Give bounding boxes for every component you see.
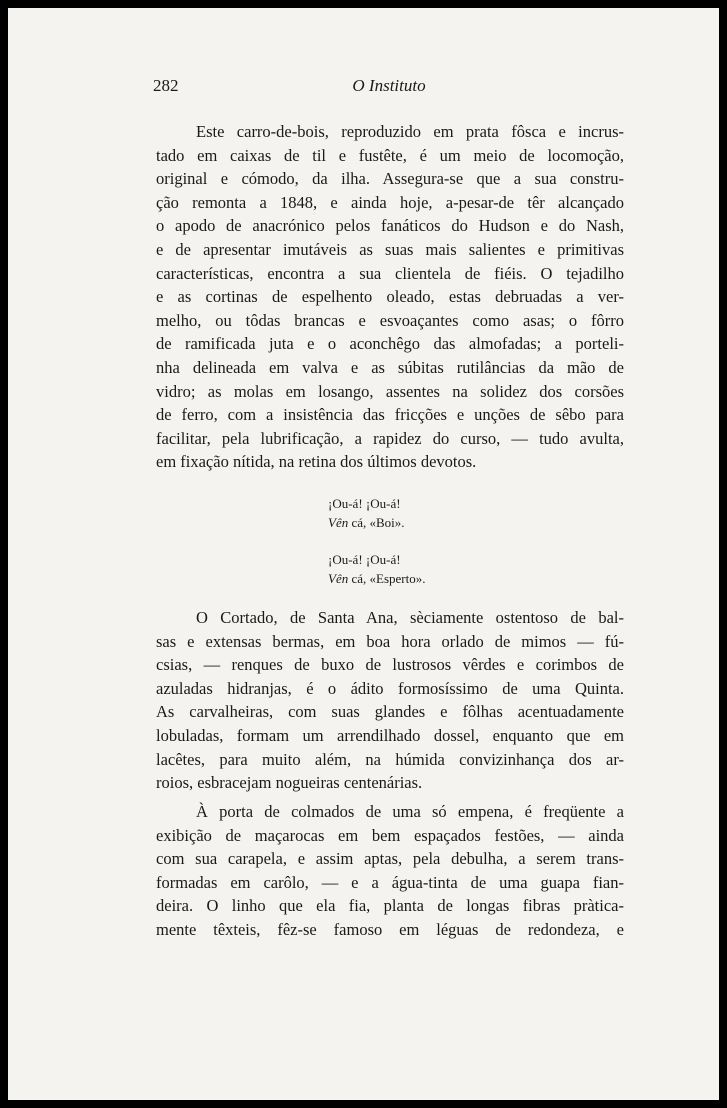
text-line: em fixação nítida, na retina dos últimos devotos. (156, 452, 477, 472)
text-line: com sua carapela, e assim aptas, pela debulha, a serem trans- (156, 849, 624, 869)
text-line: Este carro-de-bois, reproduzido em prata fôsca e incrus- (196, 122, 624, 141)
page-number: 282 (153, 76, 179, 95)
text-line: exibição de maçarocas em bem espaçados festões, — ainda (156, 825, 624, 845)
text-line: vidro; as molas em losango, assentes na solidez dos corsões (156, 381, 624, 401)
verse-line (328, 513, 405, 532)
text-line: deira. O linho que ela fia, planta de longas fibras pràtica- (156, 896, 624, 916)
text-line: ção remonta a 1848, e ainda hoje, a-pesar-de têr alcançado (156, 192, 624, 212)
verse-line-rest: cá, «Boi». (348, 515, 405, 530)
text-line: formadas em carôlo, — e a água-tinta de uma guapa fian- (156, 872, 624, 892)
text-line: sas e extensas bermas, em boa hora orlado de mimos — fú- (156, 631, 624, 651)
text-line: azuladas hidranjas, é o ádito formosíssimo de uma Quinta. (156, 678, 624, 698)
text-line: tado em caixas de til e fustête, é um meio de locomoção, (156, 145, 624, 165)
running-head (153, 76, 625, 100)
text-line: csias, — renques de buxo de lustrosos vêrdes e corimbos de (156, 655, 624, 675)
verse-line-rest: cá, «Esperto». (348, 571, 426, 586)
text-line: facilitar, pela lubrificação, a rapidez do curso, — tudo avulta, (156, 428, 624, 448)
verse-line: ¡Ou-á! ¡Ou-á! (328, 552, 401, 567)
text-line: À porta de colmados de uma só empena, é freqüente a (196, 802, 624, 821)
text-line: lacêtes, para muito além, na húmida convizinhança dos ar- (156, 749, 624, 769)
book-page (8, 8, 719, 1100)
text-line: original e cómodo, da ilha. Assegura-se que a sua constru- (156, 169, 624, 189)
verse-italic-word: Vên (328, 571, 349, 586)
paragraph-carro-de-bois (156, 120, 624, 474)
text-line: mente têxteis, fêz-se famoso em léguas de redondeza, e (156, 919, 624, 939)
text-line: nha delineada em valva e as súbitas rutilâncias da mão de (156, 357, 624, 377)
verse-line: ¡Ou-á! ¡Ou-á! (328, 496, 401, 511)
verse-boi (328, 494, 405, 532)
text-line: e as cortinas de espelhento oleado, estas debruadas a ver- (156, 287, 624, 307)
text-line: As carvalheiras, com suas glandes e fôlhas acentuadamente (156, 702, 624, 722)
text-line: de ramificada juta e o aconchêgo das almofadas; a porteli- (156, 334, 624, 354)
running-title: O Instituto (352, 76, 426, 95)
paragraph-colmados (156, 800, 624, 942)
text-line: características, encontra a sua clientela de fiéis. O tejadilho (156, 263, 624, 283)
verse-line (328, 569, 425, 588)
text-line: melho, ou tôdas brancas e esvoaçantes como asas; o fôrro (156, 310, 624, 330)
verse-esperto (328, 550, 425, 588)
verse-italic-word: Vên (328, 515, 349, 530)
text-line: lobuladas, formam um arrendilhado dossel, enquanto que em (156, 725, 624, 745)
text-line: o apodo de anacrónico pelos fanáticos do Hudson e do Nash, (156, 216, 624, 236)
text-line: roios, esbracejam nogueiras centenárias. (156, 773, 423, 793)
text-line: O Cortado, de Santa Ana, sèciamente ostentoso de bal- (196, 608, 624, 627)
paragraph-cortado (156, 606, 624, 795)
text-line: e de apresentar imutáveis as suas mais salientes e primitivas (156, 239, 624, 259)
text-line: de ferro, com a insistência das fricções e unções de sêbo para (156, 405, 624, 425)
